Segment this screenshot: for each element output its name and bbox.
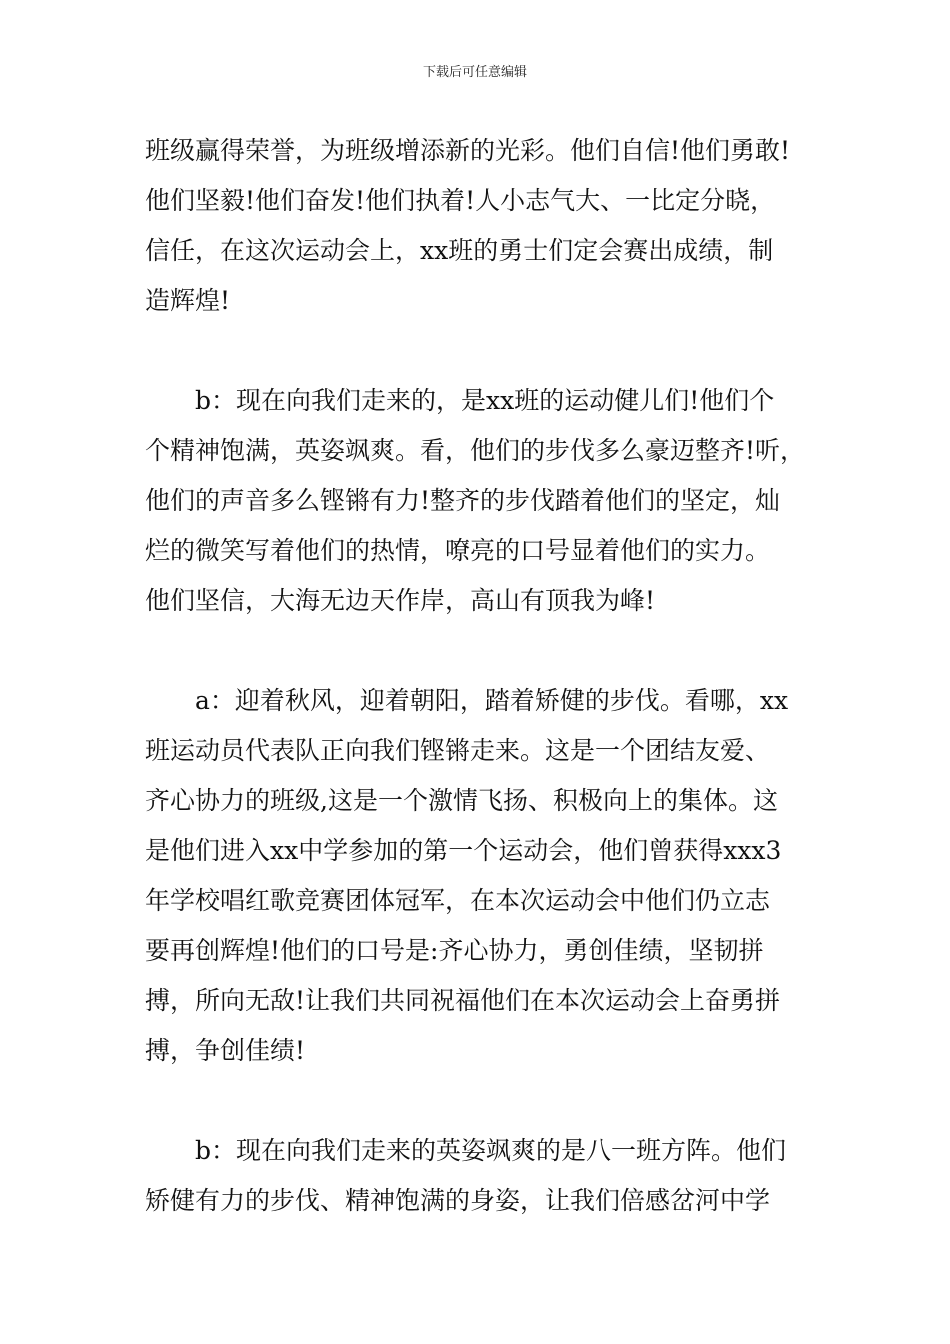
text-line: 造辉煌! [145,286,231,315]
text-line: 年学校唱红歌竞赛团体冠军，在本次运动会中他们仍立志 [145,886,771,915]
document-body [145,126,820,1226]
paragraph-gap [145,1076,820,1126]
paragraph-1 [145,126,820,326]
text-line: 齐心协力的班级,这是一个激情飞扬、积极向上的集体。这 [145,786,778,815]
text-line: 烂的微笑写着他们的热情，嘹亮的口号显着他们的实力。 [145,536,771,565]
text-line: b：现在向我们走来的英姿飒爽的是八一班方阵。他们 [195,1136,787,1165]
text-line: 搏，所向无敌!让我们共同祝福他们在本次运动会上奋勇拼 [145,986,781,1015]
text-line: b：现在向我们走来的，是xx班的运动健儿们!他们个 [195,386,775,415]
text-line: 班运动员代表队正向我们铿锵走来。这是一个团结友爱、 [145,736,771,765]
text-line: 他们坚毅!他们奋发!他们执着!人小志气大、一比定分晓， [145,186,776,215]
paragraph-gap [145,326,820,376]
text-line: 班级赢得荣誉，为班级增添新的光彩。他们自信!他们勇敢! [145,136,791,165]
text-line: 他们的声音多么铿锵有力!整齐的步伐踏着他们的坚定，灿 [145,486,781,515]
text-line: 要再创辉煌!他们的口号是:齐心协力，勇创佳绩，坚韧拼 [145,936,764,965]
paragraph-3 [145,676,820,1076]
text-line: 搏，争创佳绩! [145,1036,306,1065]
page-header: 下载后可任意编辑 [422,65,527,80]
paragraph-gap [145,626,820,676]
text-line: 他们坚信，大海无边天作岸，高山有顶我为峰! [145,586,656,615]
text-line: 信任，在这次运动会上，xx班的勇士们定会赛出成绩，制 [145,236,774,265]
paragraph-2 [145,376,820,626]
text-line: 是他们进入xx中学参加的第一个运动会，他们曾获得xxx3 [145,836,782,865]
text-line: 矫健有力的步伐、精神饱满的身姿，让我们倍感岔河中学 [145,1186,771,1215]
text-line: a：迎着秋风，迎着朝阳，踏着矫健的步伐。看哪，xx [195,686,789,715]
text-line: 个精神饱满，英姿飒爽。看，他们的步伐多么豪迈整齐!听， [145,436,806,465]
paragraph-4 [145,1126,820,1226]
